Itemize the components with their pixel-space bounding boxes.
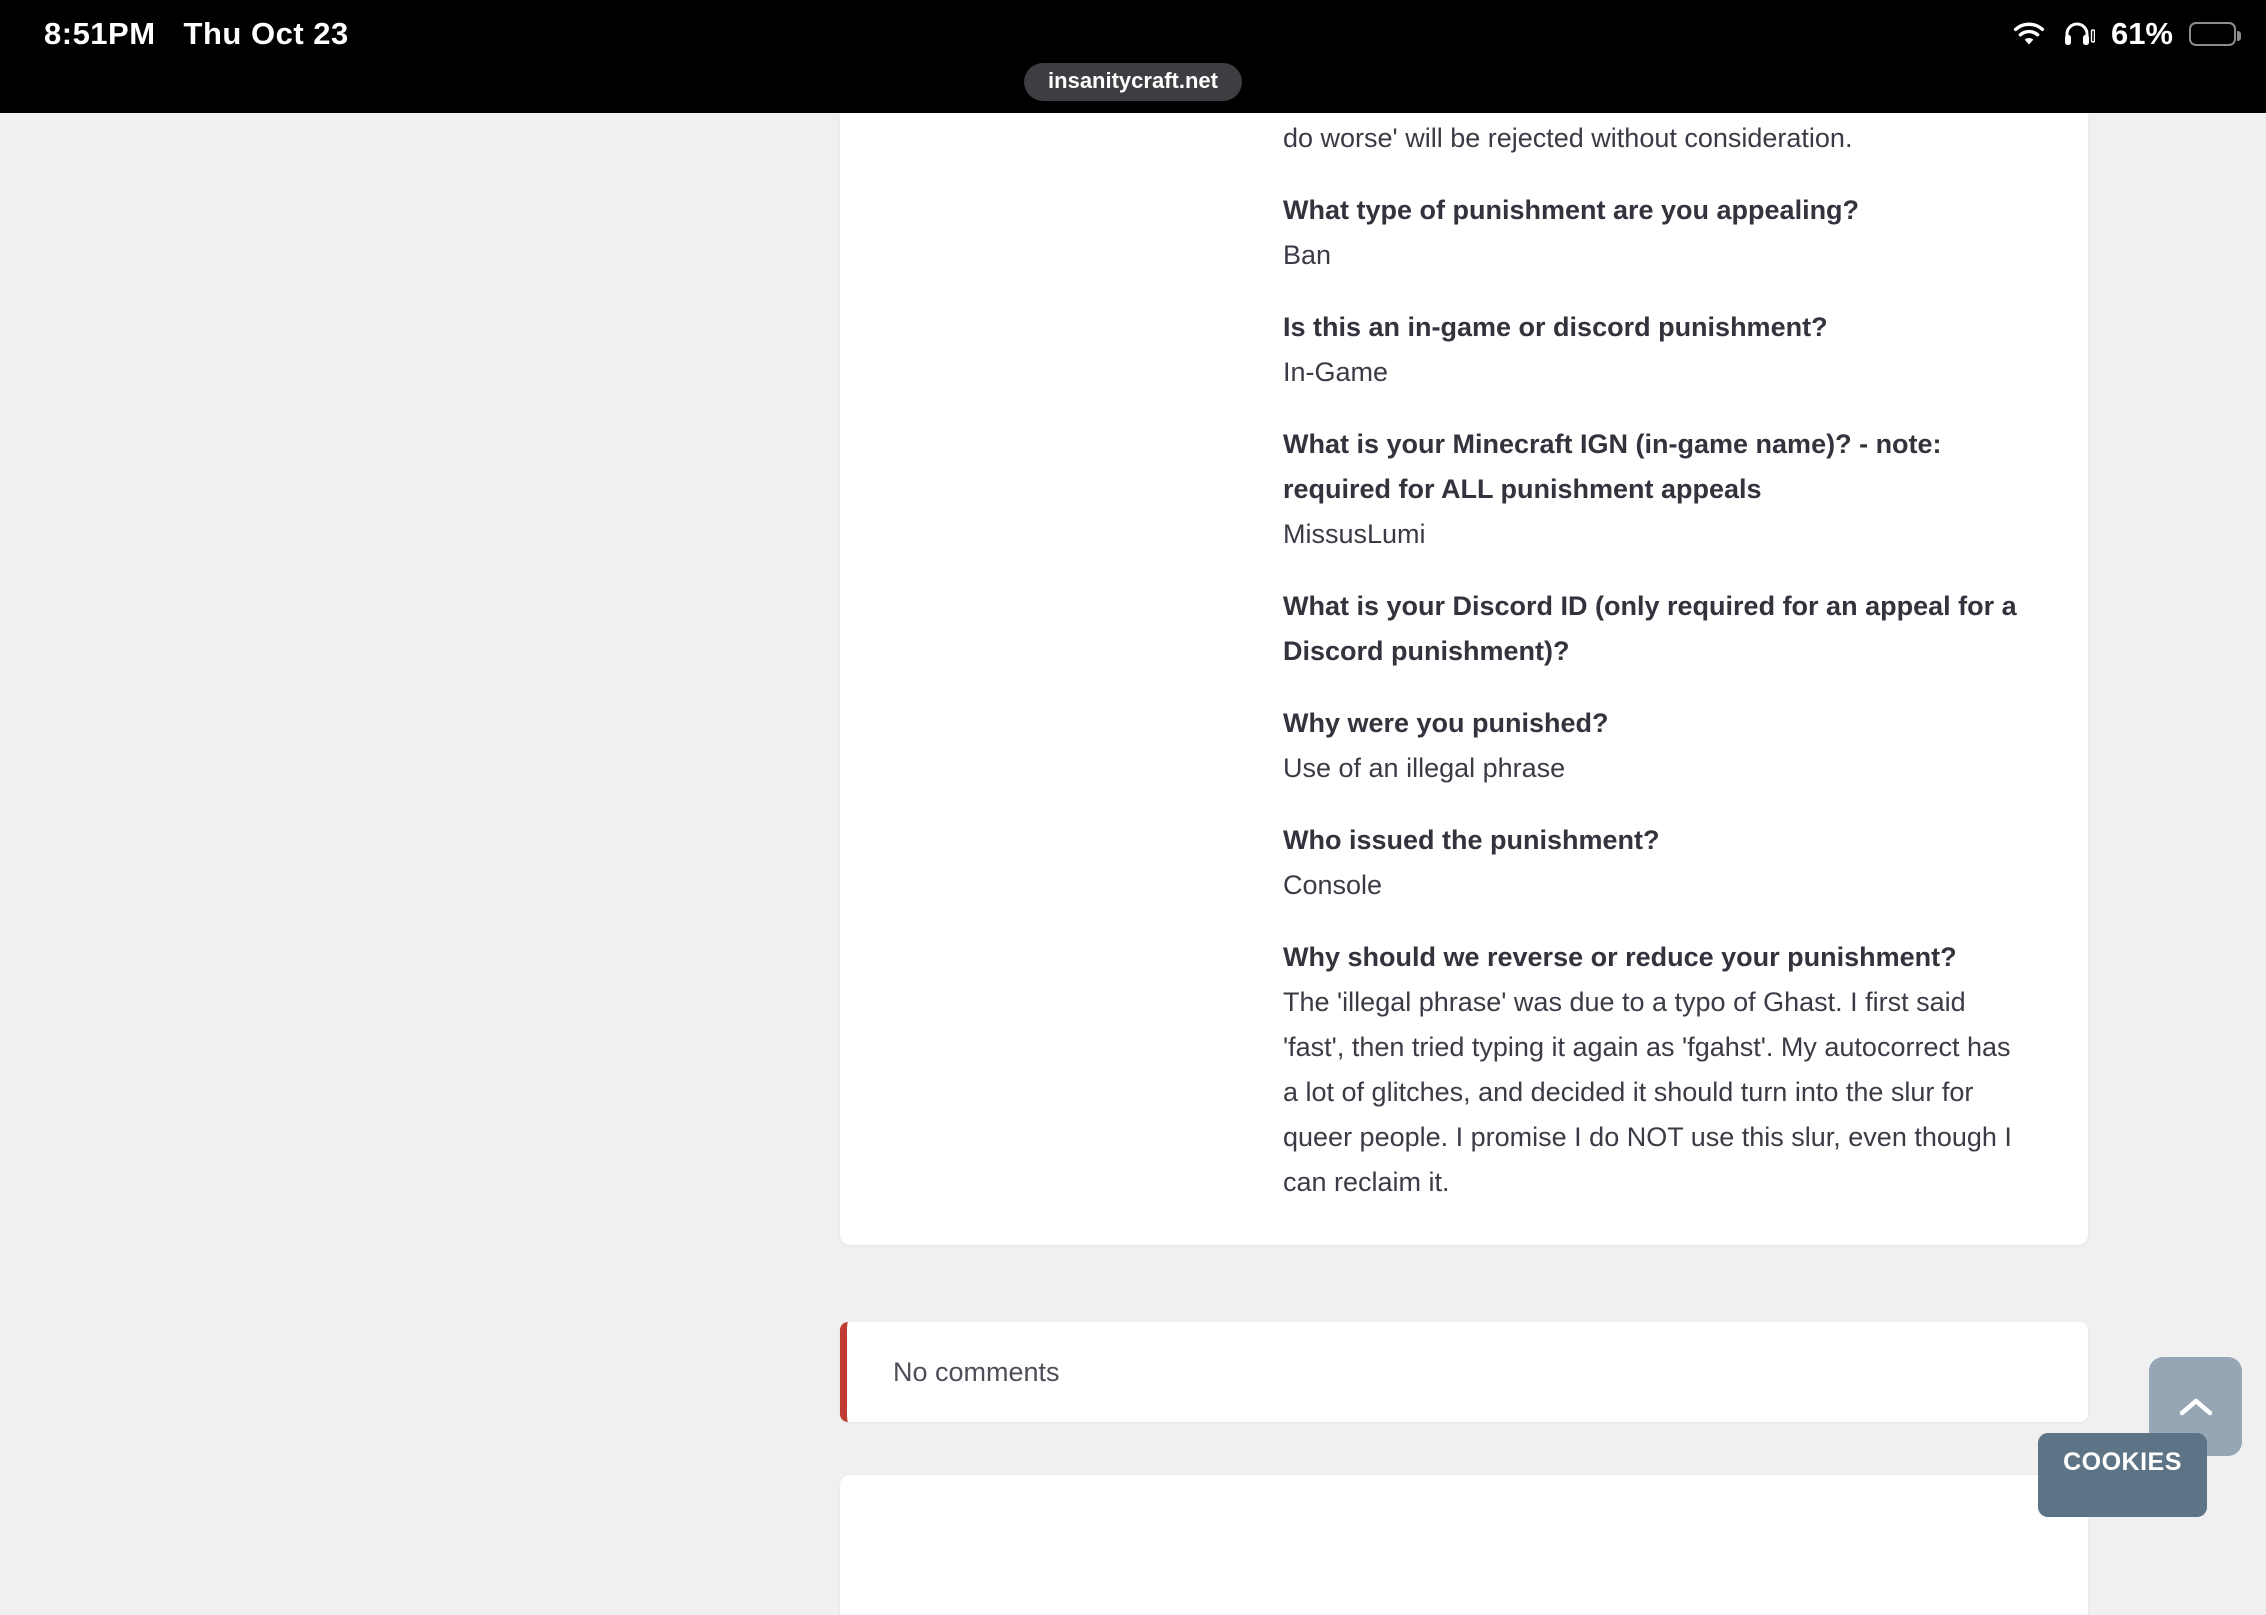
qa-block bbox=[1283, 584, 2028, 674]
qa-question: Why were you punished? bbox=[1283, 708, 1609, 738]
qa-answer: In-Game bbox=[1283, 357, 1389, 387]
qa-answer: Ban bbox=[1283, 240, 1332, 270]
next-section-card bbox=[840, 1475, 2088, 1615]
qa-question: What is your Minecraft IGN (in-game name)? - note: required for ALL punishment appeals bbox=[1283, 429, 1942, 504]
qa-block bbox=[1283, 305, 2028, 395]
qa-question: Why should we reverse or reduce your punishment? bbox=[1283, 942, 1957, 972]
wifi-icon bbox=[2011, 21, 2047, 47]
qa-block bbox=[1283, 818, 2028, 908]
qa-question: Is this an in-game or discord punishment? bbox=[1283, 312, 1828, 342]
post-intro-partial: do worse' will be rejected without consideration. bbox=[1283, 123, 1853, 153]
qa-block bbox=[1283, 701, 2028, 791]
status-time: 8:51PM bbox=[44, 16, 156, 51]
headphones-icon bbox=[2063, 20, 2095, 48]
qa-block bbox=[1283, 935, 2028, 1205]
comments-card bbox=[840, 1322, 2088, 1422]
page-content bbox=[0, 113, 2266, 1488]
qa-question: What type of punishment are you appealing? bbox=[1283, 195, 1860, 225]
status-bar bbox=[0, 0, 2266, 113]
qa-block bbox=[1283, 188, 2028, 278]
qa-question: What is your Discord ID (only required for an appeal for a Discord punishment)? bbox=[1283, 591, 2017, 666]
qa-list bbox=[1283, 188, 2028, 1205]
qa-block bbox=[1283, 422, 2028, 557]
qa-answer: MissusLumi bbox=[1283, 519, 1426, 549]
no-comments-label: No comments bbox=[893, 1356, 1060, 1387]
battery-icon bbox=[2189, 22, 2236, 46]
status-date: Thu Oct 23 bbox=[183, 16, 349, 51]
battery-percent-label: 61% bbox=[2110, 16, 2173, 51]
qa-answer: The 'illegal phrase' was due to a typo of Ghast. I first said 'fast', then tried typing it again as 'fgahst'. My autocorrect has a lot of glitches, and decided it should turn into the slur for queer people. I promise I do NOT use this slur, even though I can reclaim it. bbox=[1283, 987, 2012, 1197]
appeal-post-card bbox=[840, 113, 2088, 1245]
cookies-button[interactable]: COOKIES bbox=[2038, 1433, 2207, 1517]
chevron-up-icon bbox=[2176, 1396, 2216, 1418]
qa-answer: Use of an illegal phrase bbox=[1283, 753, 1566, 783]
browser-url-pill[interactable]: insanitycraft.net bbox=[1024, 63, 1242, 101]
qa-question: Who issued the punishment? bbox=[1283, 825, 1660, 855]
qa-answer: Console bbox=[1283, 870, 1383, 900]
